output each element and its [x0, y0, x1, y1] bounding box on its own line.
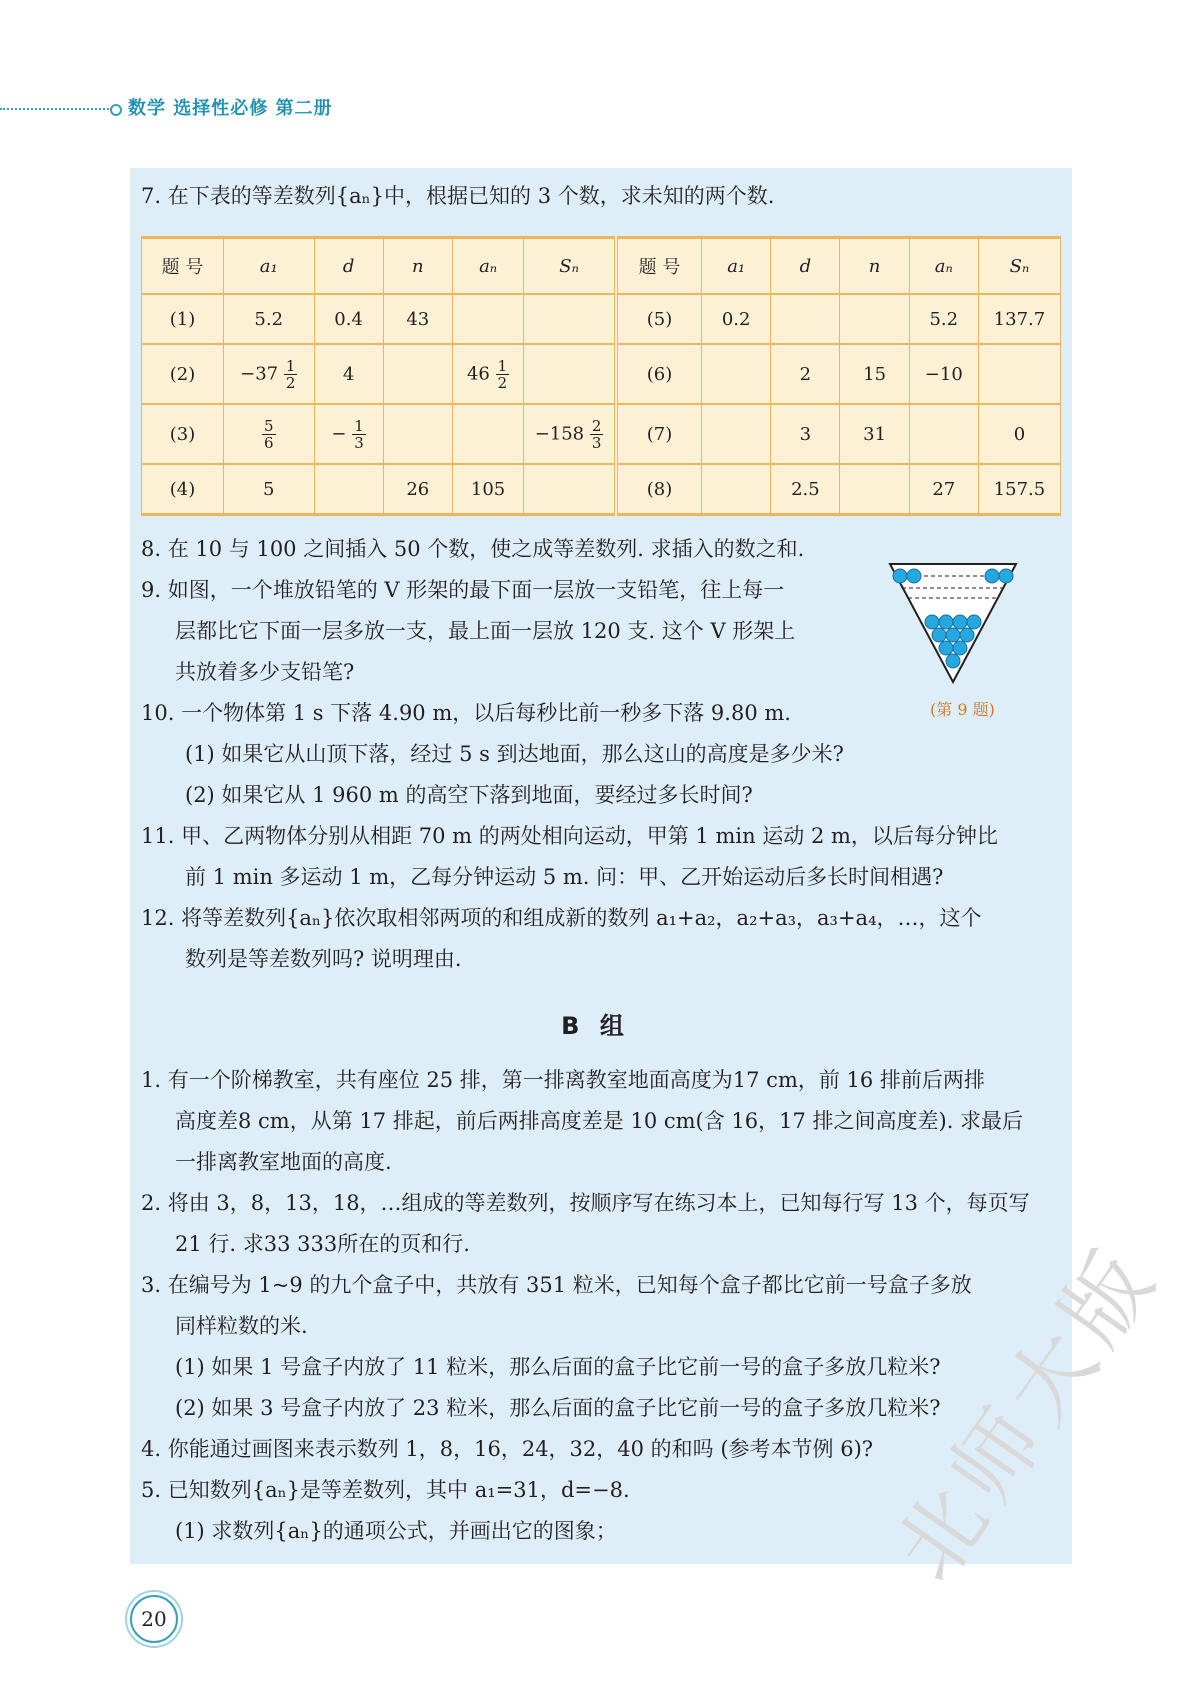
- table-cell: 0: [978, 404, 1060, 464]
- table-cell: 43: [383, 294, 452, 344]
- table-cell: 2: [771, 344, 840, 404]
- question-8: 8. 在 10 与 100 之间插入 50 个数，使之成等差数列. 求插入的数之和.: [141, 537, 805, 561]
- fraction: $\frac{1}{2}$: [497, 356, 508, 392]
- question-11-line2: 前 1 min 多运动 1 m，乙每分钟运动 5 m. 问：甲、乙开始运动后多长时间相遇?: [185, 865, 944, 889]
- figure-caption: (第 9 题): [930, 700, 995, 719]
- table-cell: [452, 404, 523, 464]
- table-cell: 2.5: [771, 464, 840, 515]
- header-cell: d: [314, 238, 383, 295]
- table-row: [142, 404, 1061, 464]
- table-cell: [314, 464, 383, 515]
- table-row: [142, 344, 1061, 404]
- header-cell: 题 号: [616, 238, 702, 295]
- table-cell: (6): [616, 344, 702, 404]
- b-question-3-part2: (2) 如果 3 号盒子内放了 23 粒米，那么后面的盒子比它前一号的盒子多放几粒米?: [175, 1396, 941, 1420]
- b-question-5: 5. 已知数列{aₙ}是等差数列，其中 a₁=31，d=−8.: [141, 1478, 630, 1502]
- table-cell: [978, 344, 1060, 404]
- table-cell: −158 $\frac{2}{3}$: [524, 404, 616, 464]
- table-row: [142, 294, 1061, 344]
- table-cell: 0.4: [314, 294, 383, 344]
- table-cell: 0.2: [702, 294, 771, 344]
- header-cell: Sₙ: [524, 238, 616, 295]
- header-cell: d: [771, 238, 840, 295]
- question-12-line2: 数列是等差数列吗? 说明理由.: [185, 947, 462, 971]
- table-cell: [702, 464, 771, 515]
- table-cell: [452, 294, 523, 344]
- header-cell: n: [840, 238, 909, 295]
- table-cell: (7): [616, 404, 702, 464]
- header-cell: a₁: [223, 238, 314, 295]
- table-cell: 4: [314, 344, 383, 404]
- table-cell: (8): [616, 464, 702, 515]
- table-header-row: [142, 238, 1061, 295]
- table-cell: (2): [142, 344, 224, 404]
- table-cell: 105: [452, 464, 523, 515]
- b-question-2-line1: 2. 将由 3，8，13，18，…组成的等差数列，按顺序写在练习本上，已知每行写 13 个，每页写: [141, 1191, 1030, 1215]
- header-cell: aₙ: [452, 238, 523, 295]
- header-dotted-rule: [0, 108, 112, 110]
- b-question-3-line1: 3. 在编号为 1~9 的九个盒子中，共放有 351 粒米，已知每个盒子都比它前一号盒子多放: [141, 1273, 972, 1297]
- question-7: 7. 在下表的等差数列{aₙ}中，根据已知的 3 个数，求未知的两个数.: [141, 184, 775, 208]
- table-cell: 26: [383, 464, 452, 515]
- table-cell: 5.2: [223, 294, 314, 344]
- table-cell: 3: [771, 404, 840, 464]
- v-rack-figure: [888, 562, 1018, 687]
- b-question-3-part1: (1) 如果 1 号盒子内放了 11 粒米，那么后面的盒子比它前一号的盒子多放几粒米?: [175, 1355, 941, 1379]
- table-cell: [524, 294, 616, 344]
- page-number: 20: [130, 1595, 178, 1643]
- table-cell: [909, 404, 978, 464]
- b-question-3-line2: 同样粒数的米.: [175, 1314, 308, 1338]
- table-cell: −10: [909, 344, 978, 404]
- header-dot-icon: [110, 104, 122, 116]
- table-cell: (1): [142, 294, 224, 344]
- table-cell: −37 $\frac{1}{2}$: [223, 344, 314, 404]
- table-cell: (3): [142, 404, 224, 464]
- header-cell: aₙ: [909, 238, 978, 295]
- header-cell: 题 号: [142, 238, 224, 295]
- table-cell: 5.2: [909, 294, 978, 344]
- question-11-line1: 11. 甲、乙两物体分别从相距 70 m 的两处相向运动，甲第 1 min 运动 2 m，以后每分钟比: [141, 824, 998, 848]
- question-10-part1: (1) 如果它从山顶下落，经过 5 s 到达地面，那么这山的高度是多少米?: [185, 742, 844, 766]
- fraction: $\frac{1}{2}$: [285, 356, 296, 392]
- table-cell: 157.5: [978, 464, 1060, 515]
- header-cell: a₁: [702, 238, 771, 295]
- table-cell: 27: [909, 464, 978, 515]
- question-9-line2: 层都比它下面一层多放一支，最上面一层放 120 支. 这个 V 形架上: [175, 619, 796, 643]
- watermark: 北师大版: [876, 1226, 1179, 1599]
- question-9-line3: 共放着多少支铅笔?: [175, 660, 355, 684]
- section-title-b: B 组: [561, 1012, 630, 1040]
- table-cell: 46 $\frac{1}{2}$: [452, 344, 523, 404]
- table-cell: 15: [840, 344, 909, 404]
- header-cell: Sₙ: [978, 238, 1060, 295]
- fraction: $\frac{5}{6}$: [263, 416, 274, 452]
- table-cell: [840, 294, 909, 344]
- table-cell: − $\frac{1}{3}$: [314, 404, 383, 464]
- question-10: 10. 一个物体第 1 s 下落 4.90 m，以后每秒比前一秒多下落 9.80 m.: [141, 701, 791, 725]
- table-cell: [383, 344, 452, 404]
- fraction: $\frac{2}{3}$: [591, 416, 602, 452]
- header-cell: n: [383, 238, 452, 295]
- table-row: [142, 464, 1061, 515]
- b-question-1-line1: 1. 有一个阶梯教室，共有座位 25 排，第一排离教室地面高度为17 cm，前 16 排前后两排: [141, 1068, 985, 1092]
- table-cell: [383, 404, 452, 464]
- question-9-line1: 9. 如图，一个堆放铅笔的 V 形架的最下面一层放一支铅笔，往上每一: [141, 578, 785, 602]
- arithmetic-sequence-table: [141, 236, 1061, 516]
- table-cell: [524, 344, 616, 404]
- b-question-5-part1: (1) 求数列{aₙ}的通项公式，并画出它的图象；: [175, 1519, 617, 1543]
- table-cell: 5: [223, 464, 314, 515]
- question-10-part2: (2) 如果它从 1 960 m 的高空下落到地面，要经过多长时间?: [185, 783, 753, 807]
- table-cell: [771, 294, 840, 344]
- table-cell: 31: [840, 404, 909, 464]
- b-question-1-line3: 一排离教室地面的高度.: [175, 1150, 392, 1174]
- b-question-1-line2: 高度差8 cm，从第 17 排起，前后两排高度差是 10 cm(含 16，17 排之间高度差). 求最后: [175, 1109, 1024, 1133]
- table-cell: [702, 344, 771, 404]
- table-cell: (4): [142, 464, 224, 515]
- table-cell: (5): [616, 294, 702, 344]
- table-cell: [223, 404, 314, 464]
- table-cell: 137.7: [978, 294, 1060, 344]
- table-cell: [702, 404, 771, 464]
- table-cell: [840, 464, 909, 515]
- question-12-line1: 12. 将等差数列{aₙ}依次取相邻两项的和组成新的数列 a₁+a₂，a₂+a₃，a₃+a₄，…，这个: [141, 906, 982, 930]
- b-question-2-line2: 21 行. 求33 333所在的页和行.: [175, 1232, 470, 1256]
- fraction: $\frac{1}{3}$: [354, 416, 364, 452]
- table-cell: [524, 464, 616, 515]
- b-question-4: 4. 你能通过画图来表示数列 1，8，16，24，32，40 的和吗 (参考本节例 6)?: [141, 1437, 874, 1461]
- running-header: 数学 选择性必修 第二册: [128, 98, 333, 119]
